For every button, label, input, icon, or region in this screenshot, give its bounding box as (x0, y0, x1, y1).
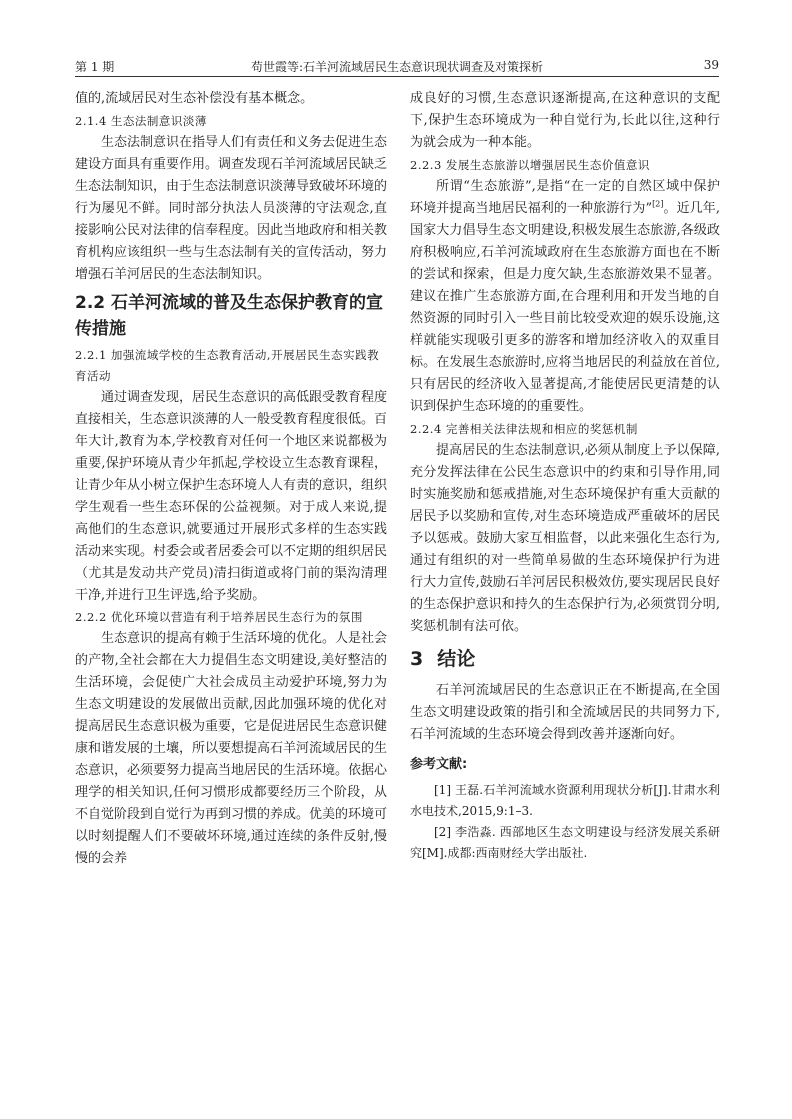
right-column (410, 88, 720, 864)
continued-paragraph: 值的,流域居民对生态补偿没有基本概念。 (75, 91, 314, 106)
section-heading-2-1-4: 2.1.4 生态法制意识淡薄 (75, 114, 207, 128)
issue-label: 第 1 期 (75, 60, 115, 74)
paragraph-2-2-3-part-b: 。近几年,国家大力倡导生态文明建设,积极发展生态旅游,各级政府积极响应,石羊河流域政府在生态旅游方面也在不断的尝试和探索，但是力度欠缺,生态旅游效果不显著。建议在推广生态旅游方面,在合理利用和开发当地的自然资源的同时引入一些目前比较受欢迎的娱乐设施,这样就能实现吸引更多的游客和增加经济收入的双重目标。在发展生态旅游时,应将当地居民的利益放在首位,只有居民的经济收入显著提高,才能使居民更清楚的认识到保护生态环境的的重要性。 (410, 201, 720, 414)
citation-2[interactable]: [2] (652, 199, 664, 209)
paragraph-conclusion: 石羊河流域居民的生态意识正在不断提高,在全国生态文明建设政策的指引和全流域居民的共同努力下,石羊河流域的生态环境会得到改善并逐渐向好。 (410, 683, 720, 742)
paragraph-2-2-3-part-a: 所谓“生态旅游”,是指“在一定的自然区域中保护环境并提高当地居民福利的一种旅游行为” (410, 179, 720, 216)
paragraph-2-2-3 (410, 176, 720, 418)
paragraph-2-2-1: 通过调查发现，居民生态意识的高低跟受教育程度直接相关，生态意识淡薄的人一般受教育程度很低。百年大计,教育为本,学校教育对任何一个地区来说都极为重要,保护环境从青少年抓起,学校设立生态教育课程，让青少年从小树立保护生态环境人人有责的意识，组织学生观看一些生态环保的公益视频。对于成人来说,提高他们的生态意识,就要通过开展形式多样的生态实践活动来实现。村委会或者居委会可以不定期的组织居民（尤其是发动共产党员)清扫街道或将门前的渠沟清理干净,并进行卫生评选,给予奖励。 (75, 390, 388, 603)
section-heading-2-2-1: 2.2.1 加强流域学校的生态教育活动,开展居民生态实践教育活动 (75, 348, 380, 383)
page-number: 39 (703, 58, 719, 72)
section-heading-3 (410, 644, 720, 674)
section-heading-2-2: 2.2 石羊河流域的普及生态保护教育的宣传措施 (75, 293, 384, 339)
running-title: 苟世霞等:石羊河流域居民生态意识现状调查及对策探析 (250, 60, 544, 74)
section-heading-2-2-3: 2.2.3 发展生态旅游以增强居民生态价值意识 (410, 158, 650, 172)
paragraph-2-1-4: 生态法制意识在指导人们有责任和义务去促进生态建设方面具有重要作用。调查发现石羊河流域居民缺乏生态法制知识，由于生态法制意识淡薄导致破坏环境的行为屡见不鲜。同时部分执法人员淡薄的守法观念,直接影响公民对法律的信奉程度。因此当地政府和相关教育机构应该组织一些与生态法制有关的宣传活动，努力增强石羊河居民的生态法制知识。 (75, 135, 388, 282)
running-header (75, 56, 719, 77)
section-title: 结论 (437, 648, 476, 670)
section-heading-2-2-2: 2.2.2 优化环境以营造有利于培养居民生态行为的氛围 (75, 610, 363, 624)
section-heading-2-2-4: 2.2.4 完善相关法律法规和相应的奖惩机制 (410, 422, 638, 436)
reference-1: [1] 王磊.石羊河流域水资源利用现状分析[J].甘肃水利水电技术,2015,9:1–3. (410, 783, 720, 818)
paragraph-2-2-2: 生态意识的提高有赖于生活环境的优化。人是社会的产物,全社会都在大力提倡生态文明建设,美好整洁的生活环境，会促使广大社会成员主动爱护环境,努力为生态文明建设的发展做出贡献,因此加强环境的优化对提高居民生态意识极为重要，它是促进居民生态意识健康和谐发展的土壤，所以要想提高石羊河流域居民的生态意识，必须要努力提高当地居民的生活环境。依据心理学的相关知识,任何习惯形成都要经历三个阶段，从不自觉阶段到自觉行为再到习惯的养成。优美的环境可以时刻提醒人们不要破坏环境,通过连续的条件反射,慢慢的会养 (75, 631, 388, 866)
paragraph-2-2-4: 提高居民的生态法制意识,必须从制度上予以保障,充分发挥法律在公民生态意识中的约束和引导作用,同时实施奖励和惩戒措施,对生态环境保护有重大贡献的居民予以奖励和宣传,对生态环境造成严重破坏的居民予以惩戒。鼓励大家互相监督，以此来强化生态行为,通过有组织的对一些简单易做的生态环境保护行为进行大力宣传,鼓励石羊河居民积极效仿,要实现居民良好的生态保护意识和持久的生态保护行为,必须赏罚分明,奖惩机制有法可依。 (410, 443, 720, 634)
references-heading: 参考文献: (410, 757, 468, 772)
section-number: 3 (410, 648, 424, 670)
continued-paragraph: 成良好的习惯,生态意识逐渐提高,在这种意识的支配下,保护生态环境成为一种自觉行为,长此以往,这种行为就会成为一种本能。 (410, 91, 720, 150)
reference-2: [2] 李浩淼. 西部地区生态文明建设与经济发展关系研究[M].成都:西南财经大学出版社. (410, 825, 720, 860)
left-column (75, 88, 387, 870)
